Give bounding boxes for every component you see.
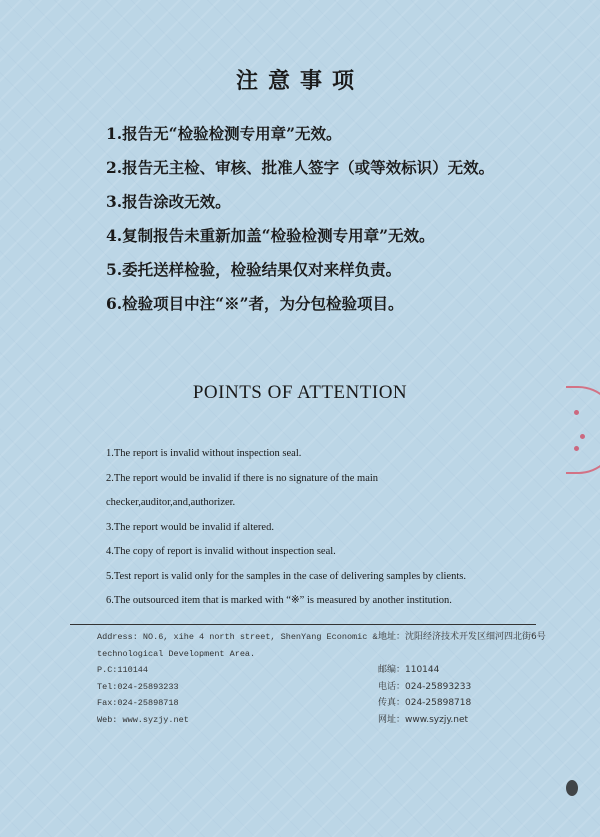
chinese-notice-item: 3.报告涂改无效。 (106, 192, 231, 211)
english-notice-item: 4.The copy of report is invalid without inspection seal. (106, 546, 336, 557)
chinese-notice-item: 6.检验项目中注“※”者，为分包检验项目。 (106, 294, 404, 313)
footer-cn-web: 网址：www.syzjy.net (378, 714, 469, 725)
chinese-notice-item: 1.报告无“检验检测专用章”无效。 (106, 124, 342, 143)
footer-web: Web: www.syzjy.net (97, 714, 189, 725)
english-notice-item: 1.The report is invalid without inspection seal. (106, 448, 302, 459)
footer-chinese-contact (378, 629, 546, 728)
english-notice-item: 3.The report would be invalid if altered. (106, 521, 274, 533)
footer-english-contact (97, 629, 378, 728)
english-notice-item: checker,auditor,and,authorizer. (106, 497, 236, 508)
footer-tel: Tel:024-25893233 (97, 681, 179, 692)
chinese-notice-item: 5.委托送样检验，检验结果仅对来样负责。 (106, 260, 402, 279)
english-notice-item: 5.Test report is valid only for the samples in the case of delivering samples by clients. (106, 570, 466, 582)
red-seal-fragment (566, 386, 600, 474)
seal-mark (580, 434, 585, 439)
english-notice-list (106, 444, 466, 616)
english-title: POINTS OF ATTENTION (192, 382, 408, 403)
footer-cn-postcode: 邮编：110144 (378, 665, 440, 675)
chinese-notice-item: 2.报告无主检、审核、批准人签字（或等效标识）无效。 (106, 158, 495, 177)
footer-cn-fax: 传真：024-25898718 (378, 698, 472, 708)
chinese-notice-item: 4.复制报告未重新加盖“检验检测专用章”无效。 (106, 226, 435, 245)
footer-postcode: P.C:110144 (97, 665, 149, 675)
seal-mark (574, 446, 579, 451)
footer-cn-address: 地址：沈阳经济技术开发区细河四北街6号 (378, 632, 546, 642)
english-notice-item: 6.The outsourced item that is marked with “※” is measured by another institution. (106, 595, 452, 606)
footer-cn-spacer (378, 646, 546, 663)
chinese-notice-list (106, 120, 494, 324)
ink-spot (566, 780, 578, 796)
seal-mark (574, 410, 579, 415)
footer-address-line: Address: NO.6, xihe 4 north street, ShenYang Economic & (97, 632, 378, 642)
footer-fax: Fax:024-25898718 (97, 698, 179, 708)
footer-cn-tel: 电话：024-25893233 (378, 681, 472, 692)
footer-divider (70, 624, 536, 625)
chinese-title: 注意事项 (235, 68, 364, 94)
english-notice-item: 2.The report would be invalid if there is no signature of the main (106, 472, 379, 484)
footer-address-line: technological Development Area. (97, 648, 256, 659)
